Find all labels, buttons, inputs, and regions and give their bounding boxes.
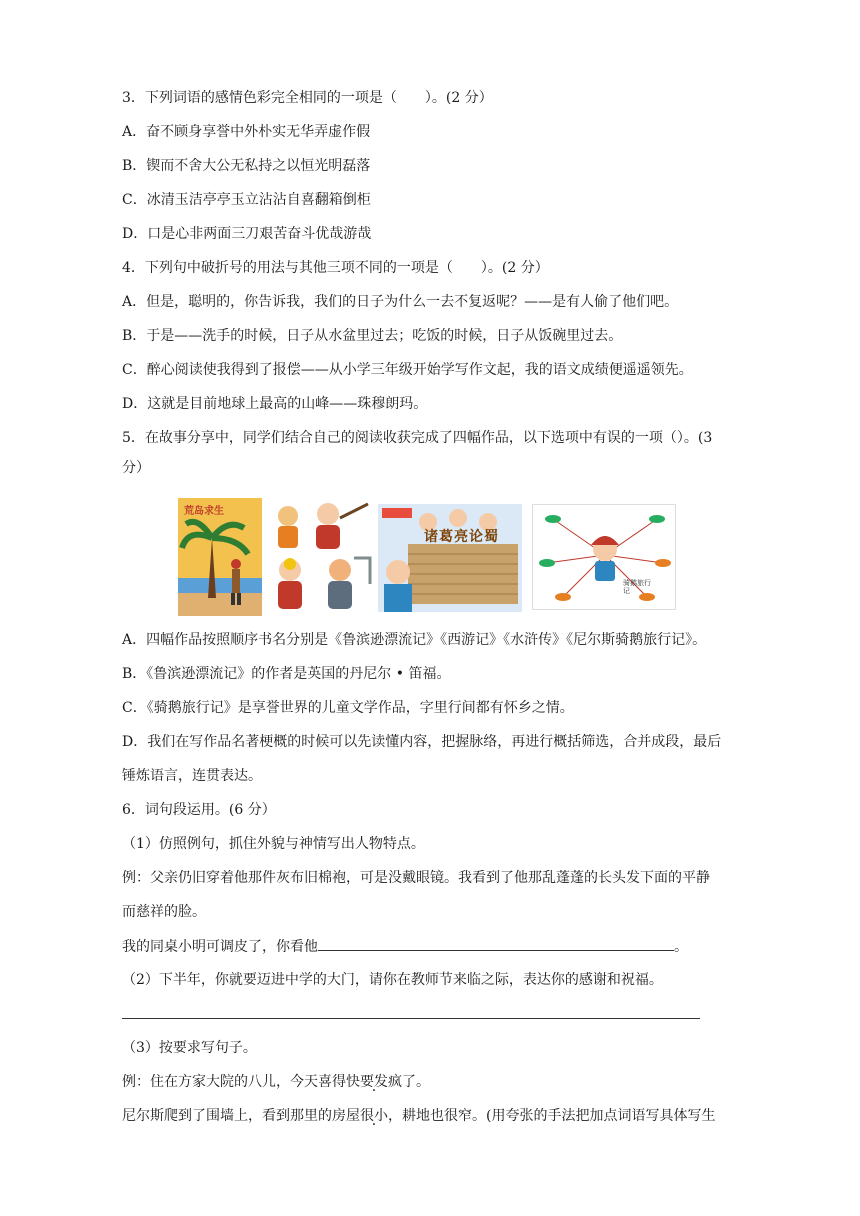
q5-option-d: D．我们在写作品名著梗概的时候可以先读懂内容，把握脉络，再进行概括筛选，合并成段，最后	[122, 734, 722, 750]
q6-part3-example-dotted: 快要发疯	[346, 1074, 402, 1090]
q6-part3-task-dotted: 很小	[360, 1108, 388, 1124]
q4-option-a: A．但是，聪明的，你告诉我，我们的日子为什么一去不复返呢？——是有人偷了他们吧。	[122, 294, 679, 310]
q6-part1-title: （1）仿照例句，抓住外貌与神情写出人物特点。	[122, 836, 425, 852]
q6-part1-fill-prefix: 我的同桌小明可调皮了，你看他	[122, 939, 318, 955]
q4-option-d: D．这就是目前地球上最高的山峰——珠穆朗玛。	[122, 396, 428, 412]
artwork-journey-to-west	[270, 498, 374, 616]
q5-option-d-cont: 锤炼语言，连贯表达。	[122, 768, 262, 784]
q3-option-a: A．奋不顾身享誉中外朴实无华弄虚作假	[122, 124, 371, 140]
q6-part3-title: （3）按要求写句子。	[122, 1040, 257, 1056]
q4-option-c: C．醉心阅读使我得到了报偿——从小学三年级开始学写作文起，我的语文成绩便遥遥领先。	[122, 362, 693, 378]
q5-option-c: C．《骑鹅旅行记》是享誉世界的儿童文学作品，字里行间都有怀乡之情。	[122, 700, 574, 716]
q6-part1-example-cont: 而慈祥的脸。	[122, 904, 206, 920]
q6-part1-fill	[122, 936, 688, 957]
q6-part2-title: （2）下半年，你就要迈进中学的大门，请你在教师节来临之际，表达你的感谢和祝福。	[122, 972, 663, 988]
q3-option-c: C．冰清玉洁亭亭玉立沾沾自喜翻箱倒柜	[122, 192, 371, 208]
q5-option-a: A．四幅作品按照顺序书名分别是《鲁滨逊漂流记》《西游记》《水浒传》《尼尔斯骑鹅旅行记》。	[122, 632, 707, 648]
q3-option-d: D．口是心非两面三刀艰苦奋斗优哉游哉	[122, 226, 372, 242]
q6-part3-example	[122, 1072, 430, 1092]
artwork-nils-mind-map	[532, 504, 676, 610]
q5-stem: 5．在故事分享中，同学们结合自己的阅读收获完成了四幅作品，以下选项中有误的一项（）。(3	[122, 430, 713, 446]
q5-option-b: B．《鲁滨逊漂流记》的作者是英国的丹尼尔 • 笛福。	[122, 666, 451, 682]
q4-option-b: B．于是——洗手的时候，日子从水盆里过去；吃饭的时候，日子从饭碗里过去。	[122, 328, 623, 344]
artwork-1-title: 荒岛求生	[184, 506, 224, 517]
q6-part3-example-suffix: 了。	[402, 1074, 430, 1090]
artwork-water-margin	[378, 504, 522, 612]
q6-stem: 6．词句段运用。(6 分）	[122, 802, 276, 818]
q6-part3-task-mid: ，耕地也很窄。(用夸张的手法把加点词语写具体写生	[388, 1108, 716, 1124]
artwork-3-title: 诸葛亮论蜀	[424, 529, 499, 545]
artwork-robinson-crusoe	[178, 498, 262, 616]
q6-part3-task-prefix: 尼尔斯爬到了围墙上，看到那里的房屋	[122, 1108, 360, 1124]
artwork-4-badge: 骑鹅旅行记	[623, 579, 651, 595]
q3-option-b: B．锲而不舍大公无私持之以恒光明磊落	[122, 158, 371, 174]
q6-part3-task	[122, 1106, 715, 1126]
q6-part1-example: 例：父亲仍旧穿着他那件灰布旧棉袍，可是没戴眼镜。我看到了他那乱蓬蓬的长头发下面的平静	[122, 870, 710, 886]
q6-part1-fill-suffix: 。	[674, 939, 688, 955]
q6-part3-example-prefix: 例：住在方家大院的八儿，今天喜得	[122, 1074, 346, 1090]
q5-stem-cont: 分）	[122, 460, 150, 476]
q4-stem: 4．下列句中破折号的用法与其他三项不同的一项是（ ）。(2 分）	[122, 260, 549, 276]
answer-line[interactable]	[122, 1018, 700, 1019]
answer-blank[interactable]	[318, 936, 674, 951]
q3-stem: 3．下列词语的感情色彩完全相同的一项是（ ）。(2 分）	[122, 90, 493, 106]
